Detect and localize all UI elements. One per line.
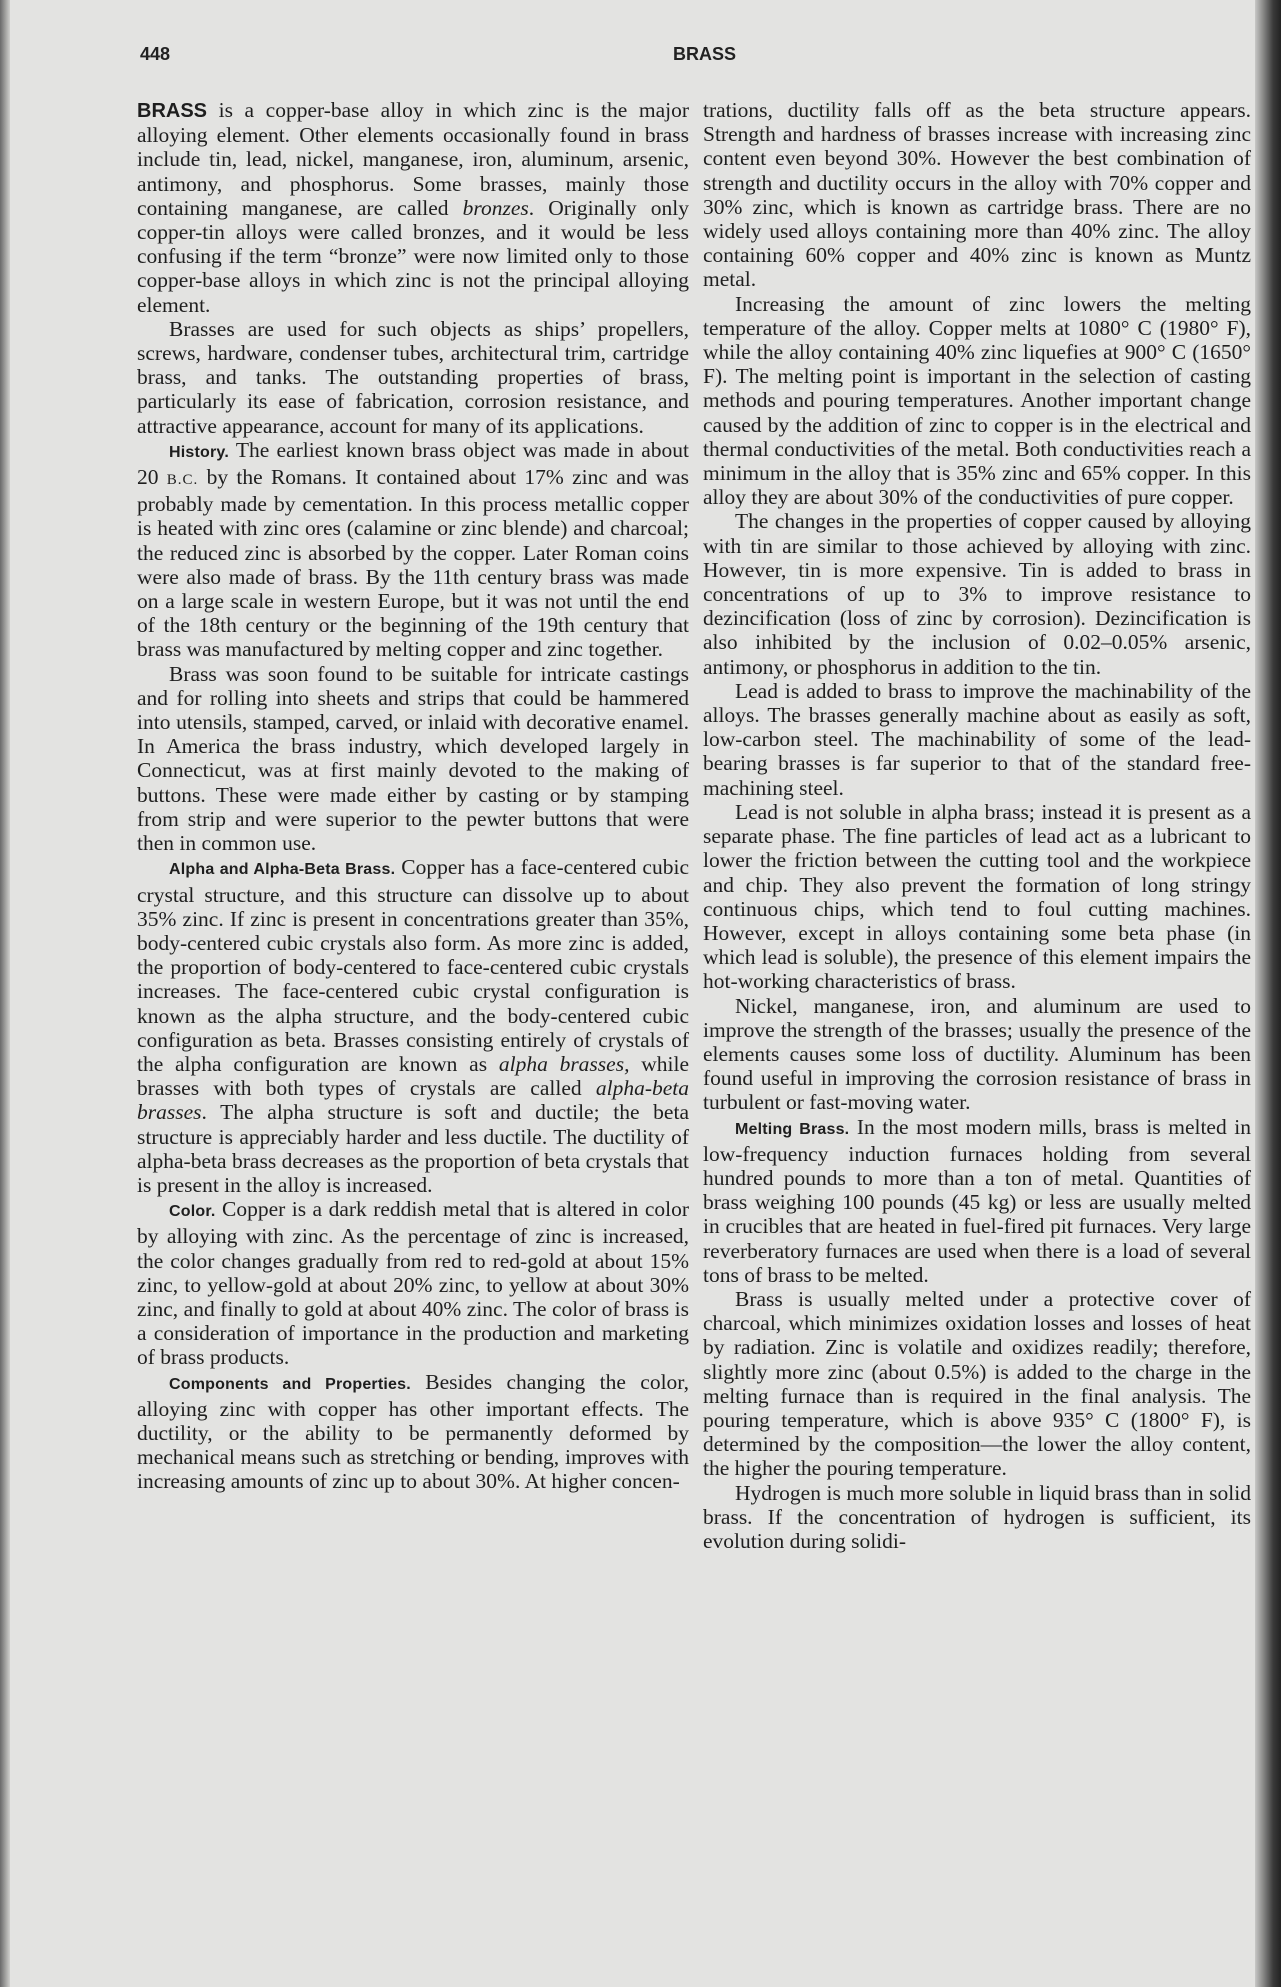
paragraph (703, 1115, 1251, 1287)
paragraph (703, 994, 1251, 1115)
page-curl-edge (1255, 0, 1281, 1987)
text-run: Nickel, manganese, iron, and aluminum are used to improve the strength of the brasses; usually the presence of the elements causes some loss of ductility. Aluminum has been found useful in improving the corrosion resistance of brass in turbulent or fast-moving water. (703, 993, 1251, 1115)
section-heading: Melting Brass. (735, 1120, 850, 1138)
text-run: B.C. (166, 472, 199, 489)
left-column (137, 98, 689, 1494)
text-run: . The alpha structure is soft and ductile; the beta structure is appreciably harder and less ductile. The ductility of alpha-beta brass decreases as the proportion of beta crystals that is present in the alloy is increased. (137, 1100, 689, 1197)
text-run: Brasses are used for such objects as ships’ propellers, screws, hardware, condenser tubes, architectural trim, cartridge brass, and tanks. The outstanding properties of brass, particularly its ease of fabrication, corrosion resistance, and attractive appearance, account for many of its applications. (137, 316, 689, 438)
paragraph (703, 679, 1251, 800)
text-run: Copper is a dark reddish metal that is altered in color by alloying with zinc. As the percentage of zinc is increased, the color changes gradually from red to red-gold at about 15% zinc, to yellow-gold at about 20% zinc, to yellow at about 30% zinc, and finally to gold at about 40% zinc. The color of brass is a consideration of importance in the production and marketing of brass products. (137, 1197, 689, 1370)
right-column (703, 98, 1251, 1553)
paragraph (137, 855, 689, 1197)
text-run: Increasing the amount of zinc lowers the melting temperature of the alloy. Copper melts at 1080° C (1980° F), while the alloy containing 40% zinc liquefies at 900° C (1650° F). The melting point is important in the selection of casting methods and pouring temperatures. Another important change caused by the addition of zinc to copper is in the electrical and thermal conductivities of the metal. Both conductivities reach a minimum in the alloy that is 35% zinc and 65% copper. In this alloy they are about 30% of the conductivities of pure copper. (703, 291, 1251, 510)
italic-term: alpha-beta brasses (137, 1076, 689, 1125)
section-heading: History. (169, 443, 229, 461)
page-number: 448 (140, 44, 171, 64)
italic-term: bronzes (462, 195, 529, 220)
text-run: Lead is not soluble in alpha brass; instead it is present as a separate phase. The fine particles of lead act as a lubricant to lower the friction between the cutting tool and the workpiece and chip. They also prevent the formation of long stringy continuous chips, which tend to foul cutting machines. However, except in alloys containing some beta phase (in which lead is soluble), the presence of this element impairs the hot-working characteristics of brass. (703, 799, 1251, 994)
paragraph (703, 800, 1251, 994)
text-run: trations, ductility falls off as the beta structure appears. Strength and hardness of brasses increase with increasing zinc content even beyond 30%. However the best combination of strength and ductility occurs in the alloy with 70% copper and 30% zinc, which is known as cartridge brass. There are no widely used alloys containing more than 40% zinc. The alloy containing 60% copper and 40% zinc is known as Muntz metal. (703, 98, 1251, 292)
paragraph (137, 98, 689, 317)
paragraph (703, 292, 1251, 510)
entry-title: BRASS (137, 100, 208, 122)
paragraph (137, 317, 689, 438)
text-run: Lead is added to brass to improve the machinability of the alloys. The brasses generally machine about as easily as soft, low-carbon steel. The machinability of some of the lead-bearing brasses is far superior to that of the standard free-machining steel. (703, 678, 1251, 800)
paragraph (703, 1287, 1251, 1481)
paragraph (703, 1481, 1251, 1554)
section-heading: Alpha and Alpha-Beta Brass. (169, 861, 396, 879)
paragraph (137, 1197, 689, 1369)
section-heading: Color. (169, 1203, 216, 1221)
text-run: Brass was soon found to be suitable for intricate castings and for rolling into sheets and strips that could be hammered into utensils, stamped, carved, or inlaid with decorative enamel. In America the brass industry, which developed largely in Connecticut, was at first mainly devoted to the making of buttons. These were made either by casting or by stamping from strip and were superior to the pewter buttons that were then in common use. (137, 661, 689, 856)
paragraph (137, 662, 689, 856)
running-title: BRASS (673, 44, 737, 64)
text-run: The changes in the properties of copper caused by alloying with tin are similar to those achieved by alloying with zinc. However, tin is more expensive. Tin is added to brass in concentrations of up to 3% to improve resistance to dezincification (loss of zinc by corrosion). Dezincification is also inhibited by the inclusion of 0.02–0.05% arsenic, antimony, or phosphorus in addition to the tin. (703, 509, 1251, 679)
text-run: . Originally only copper-tin alloys were called bronzes, and it would be less confusing if the term “bronze” were now limited only to those copper-base alloys in which zinc is not the principal alloying element. (137, 195, 689, 317)
text-run: Besides changing the color, alloying zinc with copper has other important effects. The ductility, or the ability to be permanently deformed by mechanical means such as stretching or bending, improves with increasing amounts of zinc up to about 30%. At higher concen- (137, 1369, 689, 1494)
text-run: The earliest known brass object was made in about 20 (137, 437, 689, 490)
text-run: Copper has a face-centered cubic crystal structure, and this structure can dissolve up to about 35% zinc. If zinc is present in concentrations greater than 35%, body-centered cubic crystals also form. As more zinc is added, the proportion of body-centered to face-centered cubic crystals increases. The face-centered cubic crystal configuration is known as the alpha structure, and the body-centered cubic configuration as beta. Brasses consisting entirely of crystals of the alpha configuration are known as (137, 855, 689, 1076)
paragraph (703, 98, 1251, 292)
italic-term: alpha brasses, (498, 1051, 630, 1076)
text-run: by the Romans. It contained about 17% zinc and was probably made by cementation. In this process metallic copper is heated with zinc ores (calamine or zinc blende) and charcoal; the reduced zinc is absorbed by the copper. Later Roman coins were also made of brass. By the 11th century brass was made on a large scale in western Europe, but it was not until the end of the 18th century or the beginning of the 19th century that brass was manufactured by melting copper and zinc together. (137, 465, 689, 662)
text-run: is a copper-base alloy in which zinc is the major alloying element. Other elements occasionally found in brass include tin, lead, nickel, manganese, iron, aluminum, arsenic, antimony, and phosphorus. Some brasses, mainly those containing manganese, are called (137, 98, 689, 220)
page-binding-edge (0, 0, 10, 1987)
paragraph (137, 438, 689, 662)
text-run: Brass is usually melted under a protective cover of charcoal, which minimizes oxidation losses and losses of heat by radiation. Zinc is volatile and oxidizes readily; therefore, slightly more zinc (about 0.5%) is added to the charge in the melting furnace than is required in the final analysis. The pouring temperature, which is above 935° C (1800° F), is determined by the composition—the lower the alloy content, the higher the pouring temperature. (703, 1286, 1251, 1481)
paragraph (137, 1370, 689, 1494)
text-run: Hydrogen is much more soluble in liquid brass than in solid brass. If the concentration of hydrogen is sufficient, its evolution during solidi- (703, 1480, 1251, 1553)
text-run: while brasses with both types of crystals are called (137, 1051, 689, 1101)
paragraph (703, 509, 1251, 678)
section-heading: Components and Properties. (169, 1375, 411, 1393)
text-run: In the most modern mills, brass is melted in low-frequency induction furnaces holding from several hundred pounds to more than a ton of metal. Quantities of brass weighing 100 pounds (45 kg) or less are usually melted in crucibles that are heated in fuel-fired pit furnaces. Very large reverberatory furnaces are used when there is a load of several tons of brass to be melted. (703, 1114, 1251, 1287)
